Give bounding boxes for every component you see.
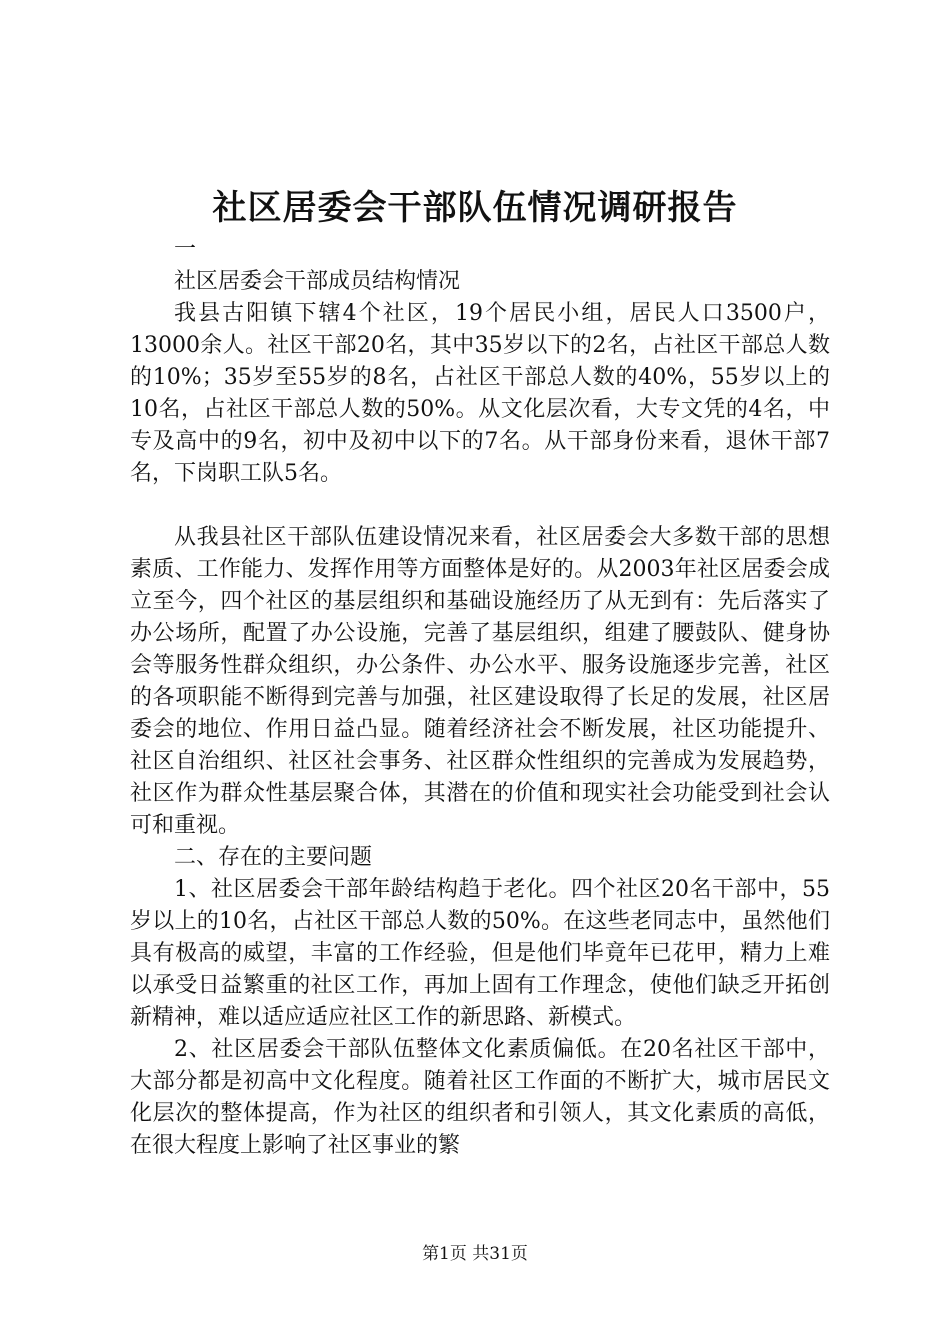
section-number: 一 <box>174 237 197 262</box>
paragraph: 从我县社区干部队伍建设情况来看，社区居委会大多数干部的思想素质、工作能力、发挥作用等方面整体是好的。从2003年社区居委会成立至今，四个社区的基层组织和基础设施经历了从无到有：先后落实了办公场所，配置了办公设施，完善了基层组织，组建了腰鼓队、健身协会等服务性群众组织，办公条件、办公水平、服务设施逐步完善，社区的各项职能不断得到完善与加强，社区建设取得了长足的发展，社区居委会的地位、作用日益凸显。随着经济社会不断发展，社区功能提升、社区自治组织、社区社会事务、社区群众性组织的完善成为发展趋势，社区作为群众性基层聚合体，其潜在的价值和现实社会功能受到社会认可和重视。 <box>130 525 830 838</box>
document-body <box>130 234 830 1162</box>
paragraph: 我县古阳镇下辖4个社区，19个居民小组，居民人口3500户，13000余人。社区干部20名，其中35岁以下的2名，占社区干部总人数的10%；35岁至55岁的8名，占社区干部总人数的40%，55岁以上的10名，占社区干部总人数的50%。从文化层次看，大专文凭的4名，中专及高中的9名，初中及初中以下的7名。从干部身份来看，退休干部7名，下岗职工队5名。 <box>130 301 830 486</box>
section-heading: 二、存在的主要问题 <box>174 845 373 870</box>
document-title: 社区居委会干部队伍情况调研报告 <box>212 188 738 228</box>
paragraph: 2、社区居委会干部队伍整体文化素质偏低。在20名社区干部中，大部分都是初高中文化程度。随着社区工作面的不断扩大，城市居民文化层次的整体提高，作为社区的组织者和引领人，其文化素质的高低，在很大程度上影响了社区事业的繁 <box>130 1037 830 1158</box>
paragraph: 1、社区居委会干部年龄结构趋于老化。四个社区20名干部中，55岁以上的10名，占社区干部总人数的50%。在这些老同志中，虽然他们具有极高的威望，丰富的工作经验，但是他们毕竟年已花甲，精力上难以承受日益繁重的社区工作，再加上固有工作理念，使他们缺乏开拓创新精神，难以适应适应社区工作的新思路、新模式。 <box>130 877 830 1030</box>
page-indicator: 第1页 共31页 <box>422 1244 528 1264</box>
section-heading: 社区居委会干部成员结构情况 <box>174 269 461 294</box>
